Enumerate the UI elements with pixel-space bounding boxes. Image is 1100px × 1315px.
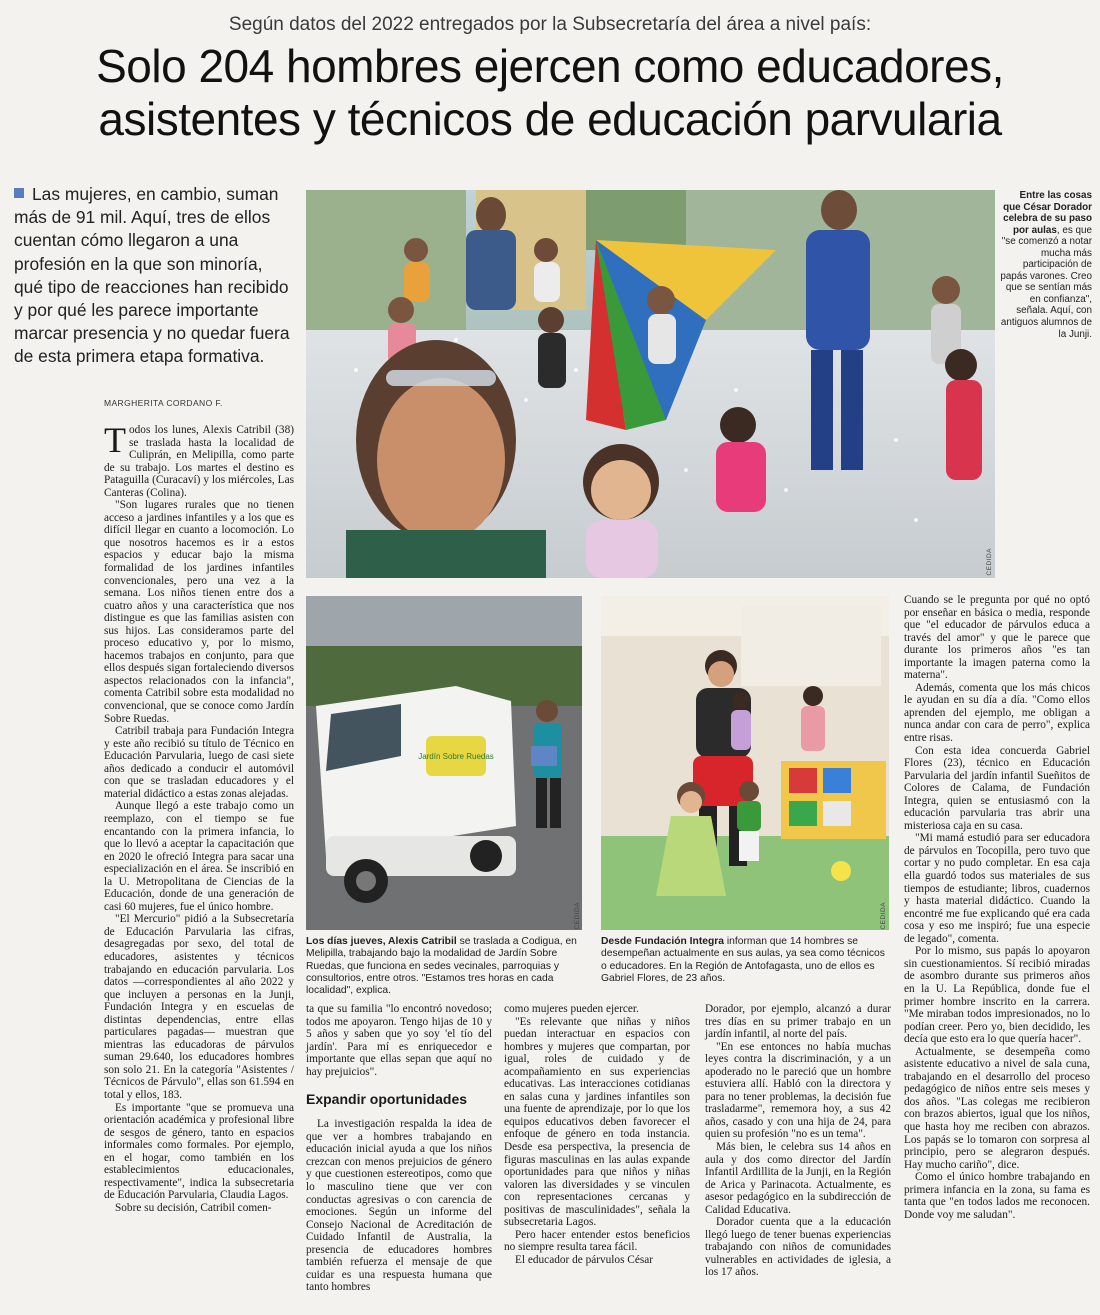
paragraph: Pero hacer entender estos beneficios no siempre resulta tarea fácil.: [504, 1228, 690, 1254]
paragraph: Actualmente, se desempeña como asistente educativo a nivel de sala cuna, trabajando en el desarrollo del proceso pedagógico de niños entre seis meses y dos años. "Las colegas me recibieron con brazos abiertos, igual que los niños, que hasta hoy me reciben con abrazos. Los papás se lo tomaron con sorpresa al principio, pero se alegraron después. Hay mucho cariño", dice.: [904, 1045, 1090, 1171]
drop-cap: T: [104, 420, 126, 460]
body-column-2: [306, 1003, 492, 1294]
body-column-5: [904, 594, 1090, 1221]
main-photo: [306, 190, 995, 578]
paragraph: Además, comenta que los más chicos le ayudan en su día a día. "Como ellos aprenden del ejemplo, me obligan a nunca andar con cara de perro", explica entre risas.: [904, 681, 1090, 745]
van-photo-credit: CEDIDA: [574, 902, 581, 930]
paragraph: Catribil trabaja para Fundación Integra y este año recibió su título de Técnico en Educación Parvularia, luego de casi siete años dedicado a conducir el automóvil con que se trasladan educadores y el material didáctico a estas zonas alejadas.: [104, 725, 294, 800]
paragraph: [104, 420, 294, 499]
paragraph: Es importante "que se promueva una orientación académica y profesional libre de sesgos de género, tanto en espacios informales como formales. Por ejemplo, en el hogar, como también en los establecimientos educacionales, respectivamente", indica la subsecretaria de Educación Parvularia, Claudia Lagos.: [104, 1101, 294, 1202]
paragraph: "El Mercurio" pidió a la Subsecretaría de Educación Parvularia las cifras, desagregadas por sexo, del total de educadores, asistentes y técnicos trabajando en educación parvularia. Los datos —correspondientes al año 2022 y que incluyen a personas en la Junji, Fundación Integra y en escuelas de distintas dependencias, entre ellas particulares pagadas— muestran que mientras las educadoras de párvulos suman 29.640, los educadores hombres son solo 21. En la categoría "Asistentes / Técnicos de Párvulo", ellas son 61.594 en total y ellos, 183.: [104, 913, 294, 1101]
classroom-photo-credit: CEDIDA: [880, 902, 887, 930]
class-caption-bold: Desde Fundación Integra: [601, 936, 725, 947]
byline: MARGHERITA CORDANO F.: [104, 398, 223, 408]
headline-line-1: Solo 204 hombres ejercen como educadores,: [96, 40, 1004, 92]
van-caption-bold: Los días jueves, Alexis Catribil: [306, 936, 457, 947]
paragraph: Más bien, le celebra sus 14 años en aula y dos como director del Jardín Infantil Ardillita de la Junji, en la Región de Arica y Parinacota. Actualmente, es asesor pedagógico en la subdirección de Calidad Educativa.: [705, 1141, 891, 1216]
main-caption-bold: Entre las cosas que César Dorador celebra de su paso por aulas: [1003, 190, 1092, 236]
paragraph: Sobre su decisión, Catribil comen-: [115, 1201, 272, 1214]
body-column-3: [504, 1003, 690, 1266]
main-photo-credit: CEDIDA: [986, 548, 993, 576]
paragraph: ta que su familia "lo encontró novedoso; todos me apoyaron. Tengo hijas de 10 y 5 años y saben que yo soy 'el tío del jardín'. Para mí es enriquecedor e importante que ellas sepan que aquí no hay prejuicios".: [306, 1003, 492, 1078]
class-caption-text: informan que 14 hombres se desempeñan actualmente en sus aulas, ya sea como técnicos o educadores. En la Región de Antofagasta, uno de ellos es Gabriel Flores, de 23 años.: [601, 936, 885, 984]
van-photo-caption: [306, 936, 584, 997]
paragraph-text: odos los lunes, Alexis Catribil (38) se traslada hasta la localidad de Culiprán, en Melipilla, como parte de su trabajo. Los martes el destino es Pataguilla (Curacaví) y los miércoles, Las Canteras (Colina).: [104, 424, 294, 499]
lead-deck: [14, 183, 296, 369]
paragraph: Como el único hombre trabajando en primera infancia en la zona, su fama es tanta que "en todos lados me reconocen. Donde voy me saludan".: [904, 1171, 1090, 1221]
van-sign: Jardín Sobre Ruedas: [418, 752, 494, 761]
paragraph: Cuando se le pregunta por qué no optó por enseñar en básica o media, responde que "el educador de párvulos educa a través del amor" y que le parece que durante los primeros años "es tan importante la imagen paterna como la materna".: [904, 594, 1090, 682]
classroom-photo-caption: [601, 936, 893, 985]
van-photo: [306, 596, 582, 930]
main-photo-caption: [1000, 190, 1092, 340]
classroom-photo: [601, 596, 889, 930]
square-bullet-icon: [14, 188, 24, 198]
section-subhead: Expandir oportunidades: [306, 1091, 468, 1108]
paragraph: Con esta idea concuerda Gabriel Flores (23), técnico en Educación Parvularia del jardín infantil Sueñitos de Colores de Calama, de Fundación Integra, quien se entusiasmó con la educación parvularia tras abrir una misteriosa caja en su casa.: [904, 744, 1090, 832]
paragraph: El educador de párvulos César: [515, 1253, 654, 1266]
paragraph: Aunque llegó a este trabajo como un reemplazo, con el tiempo se fue encantando con la primera infancia, lo que lo llevó a aceptar la capacitación que en 2020 le ofreció Integra para sacar una especialización en el área. Se inscribió en la U. Metropolitana de Ciencias de la Educación, donde de una generación de casi 60 mujeres, fue el único hombre.: [104, 800, 294, 913]
paragraph: "Es relevante que niñas y niños puedan interactuar en espacios con hombres y mujeres que compartan, por igual, roles de cuidado y de acompañamiento en sus experiencias educativas. Las interacciones cotidianas en salas cuna y jardines infantiles son una fuente de aprendizaje, por lo que los equipos educativos deben favorecer el enfoque de género en toda instancia. Desde esa perspectiva, la presencia de figuras masculinas en las aulas expande oportunidades para que niños y niñas valoren las diversidades y se vinculen con representaciones cercanas y positivas de masculinidades", señala la subsecretaria Lagos.: [504, 1015, 690, 1229]
paragraph: "En ese entonces no había muchas leyes contra la discriminación, y a un apoderado no le pareció que un hombre estuviera allí. Habló con la directora y para no tener problemas, la decisión fue trasladarme", rememora hoy, a sus 42 años, casado y con una hija de 24, para quien su profesión "no es un tema".: [705, 1040, 891, 1141]
paragraph: Por lo mismo, sus papás lo apoyaron sin cuestionamientos. Sí recibió miradas de asombro durante sus primeros años en la U. La República, donde fue el primer hombre inscrito en la carrera. "Me miraban todos impresionados, no lo podían creer. Pero yo, bien decidido, les decía que esto era lo que quería hacer".: [904, 945, 1090, 1046]
paragraph: Dorador, por ejemplo, alcanzó a durar tres días en su primer trabajo en un jardín infantil, al norte del país.: [705, 1003, 891, 1041]
van-photo-illustration: [306, 596, 582, 930]
classroom-photo-illustration: [601, 596, 889, 930]
van-caption-text: se traslada a Codigua, en Melipilla, trabajando bajo la modalidad de Jardín Sobre Ruedas, que funciona en sedes vecinales, parroquias y consultorios, entre otros. "Estamos tres horas en cada localidad", explica.: [306, 936, 577, 997]
paragraph: Dorador cuenta que a la educación llegó luego de tener buenas experiencias trabajando con niños de comunidades vulnerables en actividades de iglesia, a los 17 años.: [705, 1216, 891, 1279]
paragraph: como mujeres pueden ejercer.: [504, 1003, 639, 1015]
main-photo-illustration: [306, 190, 995, 578]
headline-line-2: asistentes y técnicos de educación parvularia: [98, 93, 1002, 145]
headline: [20, 40, 1080, 146]
paragraph: La investigación respalda la idea de que ver a hombres trabajando en educación inicial ayuda a que los niños crezcan con menos prejuicios de género y que cuestionen estereotipos, como que lo masculino tiene que ver con conductas agresivas o con carencia de emociones. Según un informe del Consejo Nacional de Acreditación de Cuidado Infantil de Australia, la presencia de educadores hombres también refuerza el mensaje de que cuidar es una respuesta humana que tanto hombres: [306, 1118, 492, 1294]
body-column-1: [104, 420, 294, 1214]
lead-text: Las mujeres, en cambio, suman más de 91 mil. Aquí, tres de ellos cuentan cómo llegaron a una profesión en la que son minoría, qué tipo de reacciones han recibido y por qué les parece importante marcar presencia y no quedar fuera de esta primera etapa formativa.: [14, 184, 290, 367]
main-caption-text: , es que "se comenzó a notar mucha más participación de papás varones. Creo que se sentían más en confianza", señala. Aquí, con antiguos alumnos de la Junji.: [1000, 224, 1092, 340]
kicker: Según datos del 2022 entregados por la Subsecretaría del área a nivel país:: [228, 14, 872, 35]
paragraph: "Son lugares rurales que no tienen acceso a jardines infantiles y a los que es difícil llegar en cuanto a locomoción. Lo que nosotros hacemos es ir a estos espacios y educar bajo la misma formalidad de los jardines infantiles convencionales, pero una vez a la semana. Los niños tienen entre dos a cuatro años y una característica que nos distingue es que las familias asisten con sus hijos. Las consideramos parte del proceso educativo y, por lo mismo, hacemos trabajos en conjunto, para que ellos después sigan fortaleciendo diversos aspectos relacionados con la infancia", comenta Catribil sobre esta modalidad no convencional, que se conoce como Jardín Sobre Ruedas.: [104, 499, 294, 725]
body-column-4: [705, 1003, 891, 1279]
paragraph: "Mi mamá estudió para ser educadora de párvulos en Tocopilla, pero tuvo que cortar y no pudo completar. En esa caja ella guardó todos sus materiales de sus tiempos de estudiante; libros, cuadernos y hasta material didáctico. Cuando la encontré me fue explicando qué era cada cosa y eso me inspiró; fue una especie de legado", comenta.: [904, 832, 1090, 945]
